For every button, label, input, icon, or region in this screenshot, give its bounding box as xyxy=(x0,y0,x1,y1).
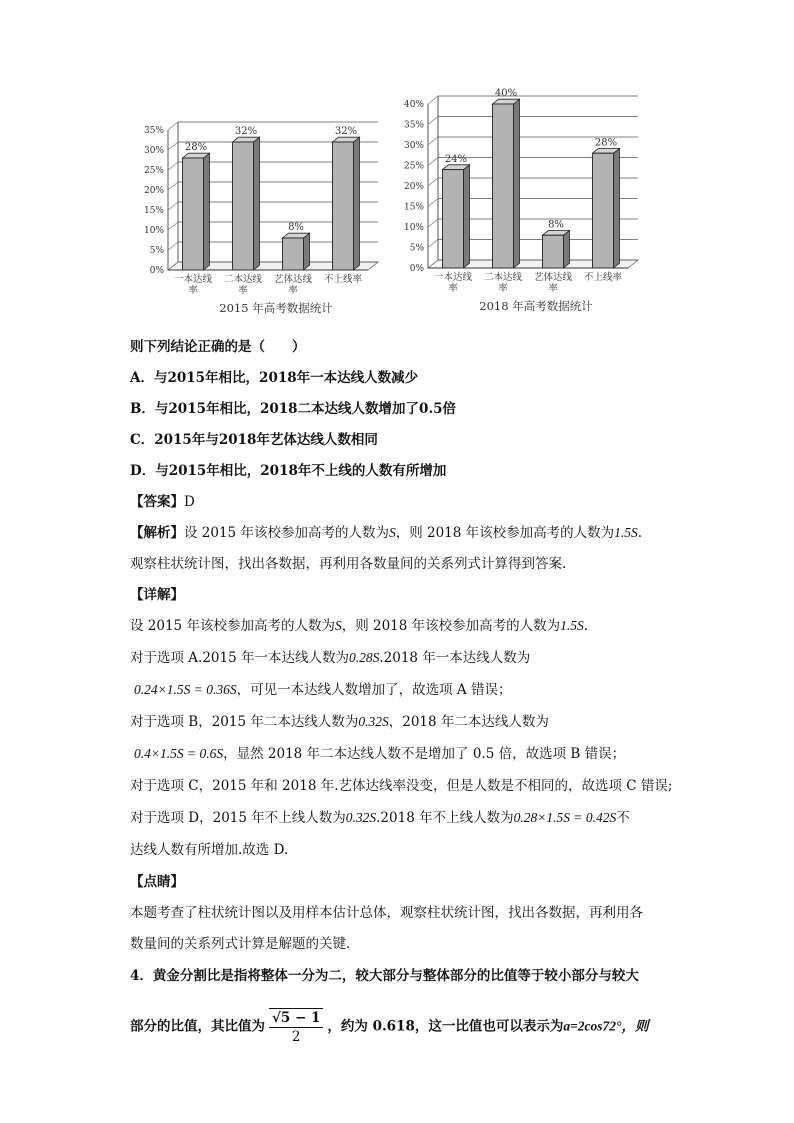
detail-line-8: 达线人数有所增加.故选 D. xyxy=(130,842,289,858)
math-eq-028: 0.28×1.5S = 0.42S xyxy=(513,810,617,825)
analysis-text-1a: 设 2015 年该校参加高考的人数为 xyxy=(184,525,389,541)
option-c: C．2015年与2018年艺体达线人数相同 xyxy=(130,432,378,448)
grid-diagonal xyxy=(168,142,178,150)
x-tick-label: 一本达线 xyxy=(173,274,213,285)
detail-text-2a: 对于选项 A.2015 年一本达线人数为 xyxy=(130,650,349,666)
y-tick-label: 10% xyxy=(403,223,424,233)
chart-2015-svg xyxy=(128,104,390,322)
bar-side xyxy=(464,165,470,268)
fraction-denominator: 2 xyxy=(291,1029,301,1045)
detail-text-1c: . xyxy=(583,618,589,634)
detail-line-6: 对于选项 C，2015 年和 2018 年.艺体达线率没变，但是人数是不相同的，故选项 C 错误; xyxy=(130,778,673,794)
detail-line-2 xyxy=(130,648,530,668)
grid-diagonal xyxy=(428,117,438,125)
grid-diagonal xyxy=(428,219,438,227)
y-tick-label: 30% xyxy=(143,146,164,156)
math-0-32s: 0.32S xyxy=(358,714,389,729)
analysis-line-1 xyxy=(130,523,642,543)
answer-value: D xyxy=(184,494,195,510)
grid-diagonal xyxy=(168,202,178,210)
y-tick-label: 0% xyxy=(149,266,164,276)
y-tick-label: 30% xyxy=(403,141,424,151)
bar-side xyxy=(354,137,360,270)
chart-title: 2018 年高考数据统计 xyxy=(479,299,593,313)
grid-diagonal xyxy=(428,137,438,145)
y-tick-label: 15% xyxy=(143,206,164,216)
y-tick-label: 25% xyxy=(403,161,424,172)
detail-text-7c: 不 xyxy=(616,810,630,826)
bar-side xyxy=(254,137,260,270)
y-tick-label: 20% xyxy=(143,186,164,196)
x-tick-label: 不上线率 xyxy=(583,272,623,283)
detail-text-5b: ，显然 2018 年二本达线人数不是增加了 0.5 倍，故选项 B 错误； xyxy=(223,746,626,762)
bar xyxy=(543,235,564,268)
grid-diagonal xyxy=(428,199,438,207)
bar xyxy=(183,158,204,270)
data-label: 8% xyxy=(548,219,564,231)
bar xyxy=(493,104,514,268)
chart-2018-svg xyxy=(402,80,664,320)
y-tick-label: 35% xyxy=(143,126,164,136)
math-0-28s: 0.28S xyxy=(348,650,380,665)
grid-diagonal xyxy=(428,96,438,104)
answer-line xyxy=(130,492,195,512)
bar xyxy=(593,153,614,268)
math-1-5s: 1.5S xyxy=(614,525,638,540)
detail-line-4 xyxy=(130,712,549,732)
fraction-numerator: √5 − 1 xyxy=(269,1008,323,1028)
math-s: S xyxy=(334,618,342,633)
chart-2018 xyxy=(402,80,664,320)
detail-line-1 xyxy=(130,616,588,636)
q4-line-2 xyxy=(130,1008,648,1046)
y-tick-label: 40% xyxy=(403,100,424,110)
comment-label: 【点睛】 xyxy=(130,874,184,890)
detail-text-3b: ，可见一本达线人数增加了，故选项 A 错误； xyxy=(236,682,512,698)
chart-2015 xyxy=(128,104,390,322)
math-eq-024: 0.24×1.5S = 0.36S xyxy=(134,682,237,697)
detail-line-5 xyxy=(134,744,625,764)
comment-line-1: 本题考查了柱状统计图以及用样本估计总体，观察柱状统计图，找出各数据，再利用各 xyxy=(130,905,643,921)
data-label: 28% xyxy=(184,142,208,154)
grid-diagonal xyxy=(168,222,178,230)
bar-side xyxy=(514,99,520,268)
detail-text-4b: ，2018 年二本达线人数为 xyxy=(388,714,549,730)
y-tick-label: 5% xyxy=(409,243,424,254)
bar-side xyxy=(304,233,310,270)
data-label: 8% xyxy=(288,222,304,234)
q4-text-2a: 部分的比值，其比值为 xyxy=(130,1018,265,1035)
question-stem: 则下列结论正确的是（ ） xyxy=(130,339,306,355)
detail-text-4a: 对于选项 B，2015 年二本达线人数为 xyxy=(130,714,359,730)
y-tick-label: 10% xyxy=(143,226,164,236)
analysis-text-1b: ，则 2018 年该校参加高考的人数为 xyxy=(395,525,615,541)
comment-line-2: 数量间的关系列式计算是解题的关键． xyxy=(130,936,360,952)
x-tick-label: 率 xyxy=(498,283,508,294)
math-eq-04: 0.4×1.5S = 0.6S xyxy=(134,746,224,761)
q4-text-2c: a=2cos72°，则 xyxy=(563,1018,649,1034)
bar-side xyxy=(204,153,210,270)
detail-text-1b: ，则 2018 年该校参加高考的人数为 xyxy=(341,618,561,634)
q4-text-2b: ，约为 0.618，这一比值也可以表示为 xyxy=(327,1018,564,1035)
bar xyxy=(283,238,304,270)
grid-diagonal xyxy=(168,182,178,190)
answer-label: 【答案】 xyxy=(130,494,184,510)
x-tick-label: 二本达线 xyxy=(223,274,263,285)
grid-diagonal xyxy=(428,178,438,186)
x-tick-label: 率 xyxy=(238,285,248,296)
y-tick-label: 15% xyxy=(403,202,424,213)
detail-text-2b: .2018 年一本达线人数为 xyxy=(379,650,531,666)
data-label: 24% xyxy=(444,153,468,165)
grid-diagonal xyxy=(428,158,438,166)
data-label: 28% xyxy=(594,137,618,149)
x-tick-label: 率 xyxy=(548,283,558,294)
detail-label: 【详解】 xyxy=(130,587,184,603)
bar xyxy=(333,142,354,270)
y-tick-label: 0% xyxy=(409,264,424,274)
detail-text-1a: 设 2015 年该校参加高考的人数为 xyxy=(130,618,335,634)
bar-side xyxy=(614,148,620,268)
data-label: 32% xyxy=(334,126,358,138)
x-tick-label: 不上线率 xyxy=(323,274,363,285)
grid-diagonal xyxy=(428,240,438,248)
analysis-text-1c: . xyxy=(637,525,643,541)
x-tick-label: 艺体达线 xyxy=(533,272,573,283)
x-tick-label: 率 xyxy=(448,283,458,294)
grid-diagonal xyxy=(168,162,178,170)
math-1-5s: 1.5S xyxy=(560,618,584,633)
y-tick-label: 25% xyxy=(143,166,164,176)
y-tick-label: 20% xyxy=(403,182,424,192)
option-a: A．与2015年相比，2018年一本达线人数减少 xyxy=(130,370,419,386)
q4-line-1: 4．黄金分割比是指将整体一分为二，较大部分与整体部分的比值等于较小部分与较大 xyxy=(130,968,639,984)
math-0-32s-b: 0.32S xyxy=(345,810,377,825)
bar xyxy=(233,142,254,270)
bar xyxy=(443,170,464,268)
y-tick-label: 5% xyxy=(149,246,164,256)
detail-line-7 xyxy=(130,808,630,828)
x-tick-label: 二本达线 xyxy=(483,272,523,283)
grid-diagonal xyxy=(168,242,178,250)
x-tick-label: 一本达线 xyxy=(433,272,473,283)
grid-diagonal xyxy=(168,122,178,130)
x-tick-label: 率 xyxy=(188,285,198,296)
y-tick-label: 35% xyxy=(403,120,424,131)
math-s: S xyxy=(388,525,396,540)
data-label: 32% xyxy=(234,126,258,138)
golden-ratio-fraction xyxy=(269,1008,323,1046)
x-tick-label: 率 xyxy=(288,285,298,296)
detail-text-7b: .2018 年不上线人数为 xyxy=(376,810,514,826)
chart-title: 2015 年高考数据统计 xyxy=(219,301,333,315)
option-d: D．与2015年相比，2018年不上线的人数有所增加 xyxy=(130,463,447,479)
data-label: 40% xyxy=(494,88,518,100)
bar-side xyxy=(564,230,570,268)
x-tick-label: 艺体达线 xyxy=(273,274,313,285)
option-b: B．与2015年相比，2018二本达线人数增加了0.5倍 xyxy=(130,401,457,417)
detail-line-3 xyxy=(134,680,511,700)
analysis-line-2: 观察柱状统计图，找出各数据，再利用各数量间的关系列式计算得到答案. xyxy=(130,556,567,572)
analysis-label: 【解析】 xyxy=(130,525,184,541)
detail-text-7a: 对于选项 D，2015 年不上线人数为 xyxy=(130,810,346,826)
